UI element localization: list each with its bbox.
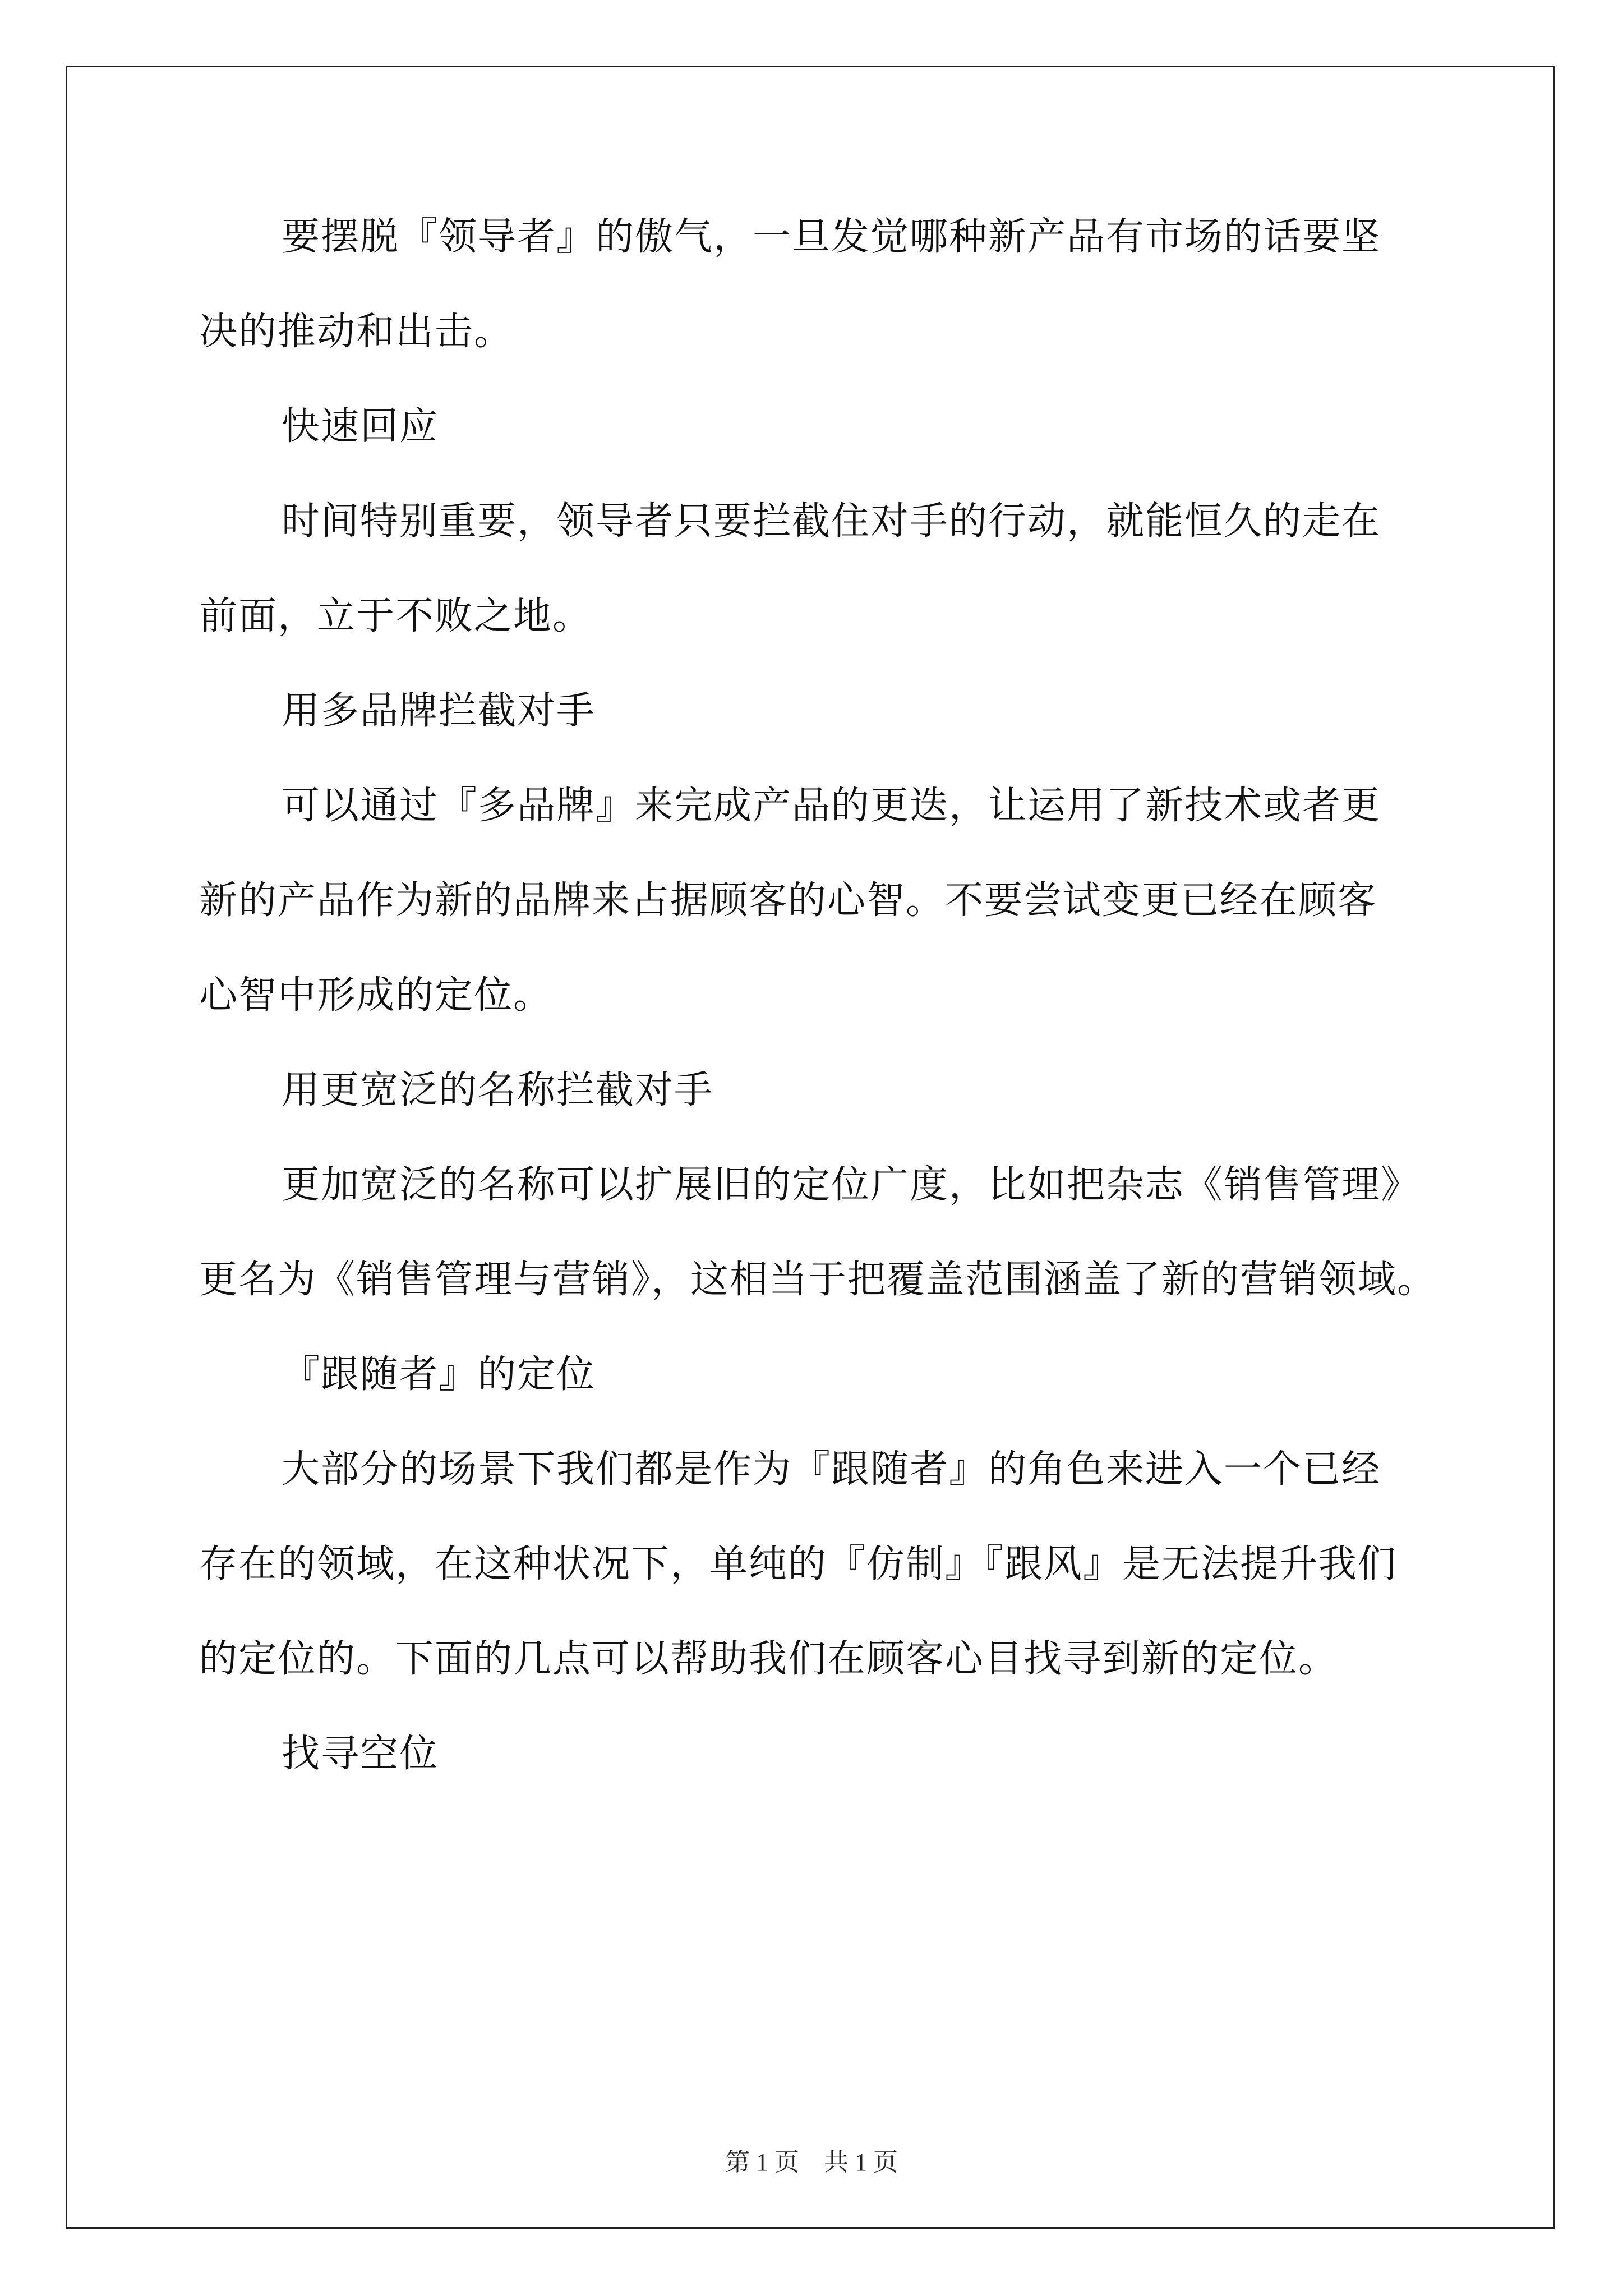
paragraph-line: 要摆脱『领导者』的傲气，一旦发觉哪种新产品有市场的话要坚	[282, 215, 1381, 259]
section-heading: 用更宽泛的名称拦截对手	[282, 1068, 714, 1112]
page-footer: 第 1 页 共 1 页	[725, 2148, 898, 2176]
section-heading: 快速回应	[282, 404, 439, 449]
section-heading: 『跟随者』的定位	[282, 1352, 596, 1397]
paragraph-line: 决的推动和出击。	[199, 310, 514, 354]
paragraph-line: 更加宽泛的名称可以扩展旧的定位广度，比如把杂志《销售管理》	[282, 1163, 1421, 1207]
paragraph-line: 新的产品作为新的品牌来占据顾客的心智。不要尝试变更已经在顾客	[199, 878, 1377, 923]
paragraph-line: 可以通过『多品牌』来完成产品的更迭，让运用了新技术或者更	[282, 784, 1381, 828]
paragraph-line: 的定位的。下面的几点可以帮助我们在顾客心目找寻到新的定位。	[199, 1637, 1338, 1681]
paragraph-line: 存在的领域，在这种状况下，单纯的『仿制』『跟风』是无法提升我们	[199, 1542, 1398, 1586]
paragraph-line: 心智中形成的定位。	[199, 973, 553, 1018]
section-heading: 找寻空位	[282, 1732, 439, 1776]
paragraph-line: 大部分的场景下我们都是作为『跟随者』的角色来进入一个已经	[282, 1447, 1381, 1492]
paragraph-line: 更名为《销售管理与营销》，这相当于把覆盖范围涵盖了新的营销领域。	[199, 1258, 1437, 1302]
section-heading: 用多品牌拦截对手	[282, 689, 596, 733]
document-body	[199, 210, 1437, 1822]
paragraph-line: 时间特别重要，领导者只要拦截住对手的行动，就能恒久的走在	[282, 499, 1381, 544]
paragraph-line: 前面，立于不败之地。	[199, 594, 592, 638]
